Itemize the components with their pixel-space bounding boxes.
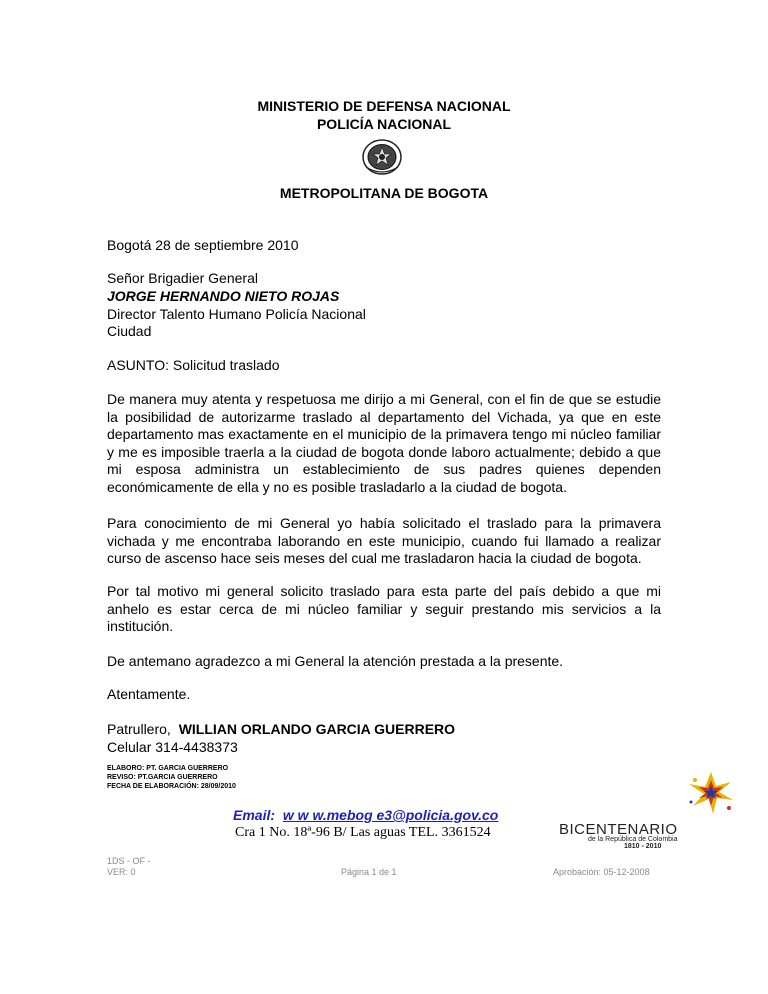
email-line [233,807,498,823]
bicentenario-years: 1810 - 2010 [624,843,662,850]
recipient-position: Director Talento Humano Policía Nacional [107,306,366,322]
header-metropolitana: METROPOLITANA DE BOGOTA [279,185,489,201]
recipient-city: Ciudad [107,323,152,339]
meta-reviso: REVISO: PT.GARCIA GUERRERO [107,774,218,781]
body-paragraph-2: Para conocimiento de mi General yo había solicitado el traslado para la primavera vichada y me encontraba laborando en este municipio, cuando fui llamado a realizar curso de ascenso hace seis meses del cual me trasladaron hacia la ciudad de bogota. [107,515,661,566]
letter-subject: ASUNTO: Solicitud traslado [107,357,280,373]
meta-fecha: FECHA DE ELABORACIÓN: 28/09/2010 [107,783,236,790]
bicentenario-title: BICENTENARIO [559,821,678,838]
body-paragraph-3: Por tal motivo mi general solicito traslado para esta parte del país debido a que mi anhelo es estar cerca de mi núcleo familiar y seguir prestando mis servicios a la institución. [107,583,661,634]
footer-page: Página 1 de 1 [341,867,397,877]
bicentenario-logo-icon [683,768,739,818]
email-label: Email: [233,807,276,823]
body-paragraph-1: De manera muy atenta y respetuosa me dirijo a mi General, con el fin de que se estudie la posibilidad de autorizarme traslado al departamento del Vichada, ya que en este departamento mas exactamente en el municipio de la primavera tengo mi núcleo familiar y me es imposible traerla a la ciudad de bogota donde laboro actualmente; debido a que mi esposa administra un establecimiento de sus padres quienes dependen económicamente de ella y no es posible trasladarlo a la ciudad de bogota. [107,391,661,495]
bicentenario-subtitle: de la República de Colombia [588,836,678,843]
meta-elaboro: ELABORO: PT. GARCIA GUERRERO [107,765,229,772]
thanks-line: De antemano agradezco a mi General la atención prestada a la presente. [107,653,564,669]
letter-date: Bogotá 28 de septiembre 2010 [107,237,299,253]
police-emblem-icon [360,137,404,177]
address-line: Cra 1 No. 18ª-96 B/ Las aguas TEL. 3361524 [235,825,491,840]
signature-line [107,721,455,739]
signature-phone: Celular 314-4438373 [107,739,238,755]
signature-name: WILLIAN ORLANDO GARCIA GUERRERO [178,721,456,737]
footer-code: 1DS - OF - [107,856,151,866]
footer-approval: Aprobación: 05-12-2008 [553,867,650,877]
email-link[interactable]: w w w.mebog e3@policia.gov.co [282,807,499,823]
closing: Atentamente. [107,686,191,702]
footer-version: VER: 0 [107,867,136,877]
recipient-name: JORGE HERNANDO NIETO ROJAS [107,288,340,304]
header-police: POLICÍA NACIONAL [316,116,452,132]
header-ministry: MINISTERIO DE DEFENSA NACIONAL [257,98,511,114]
signature-rank: Patrullero, [107,721,171,737]
recipient-salutation: Señor Brigadier General [107,270,258,286]
